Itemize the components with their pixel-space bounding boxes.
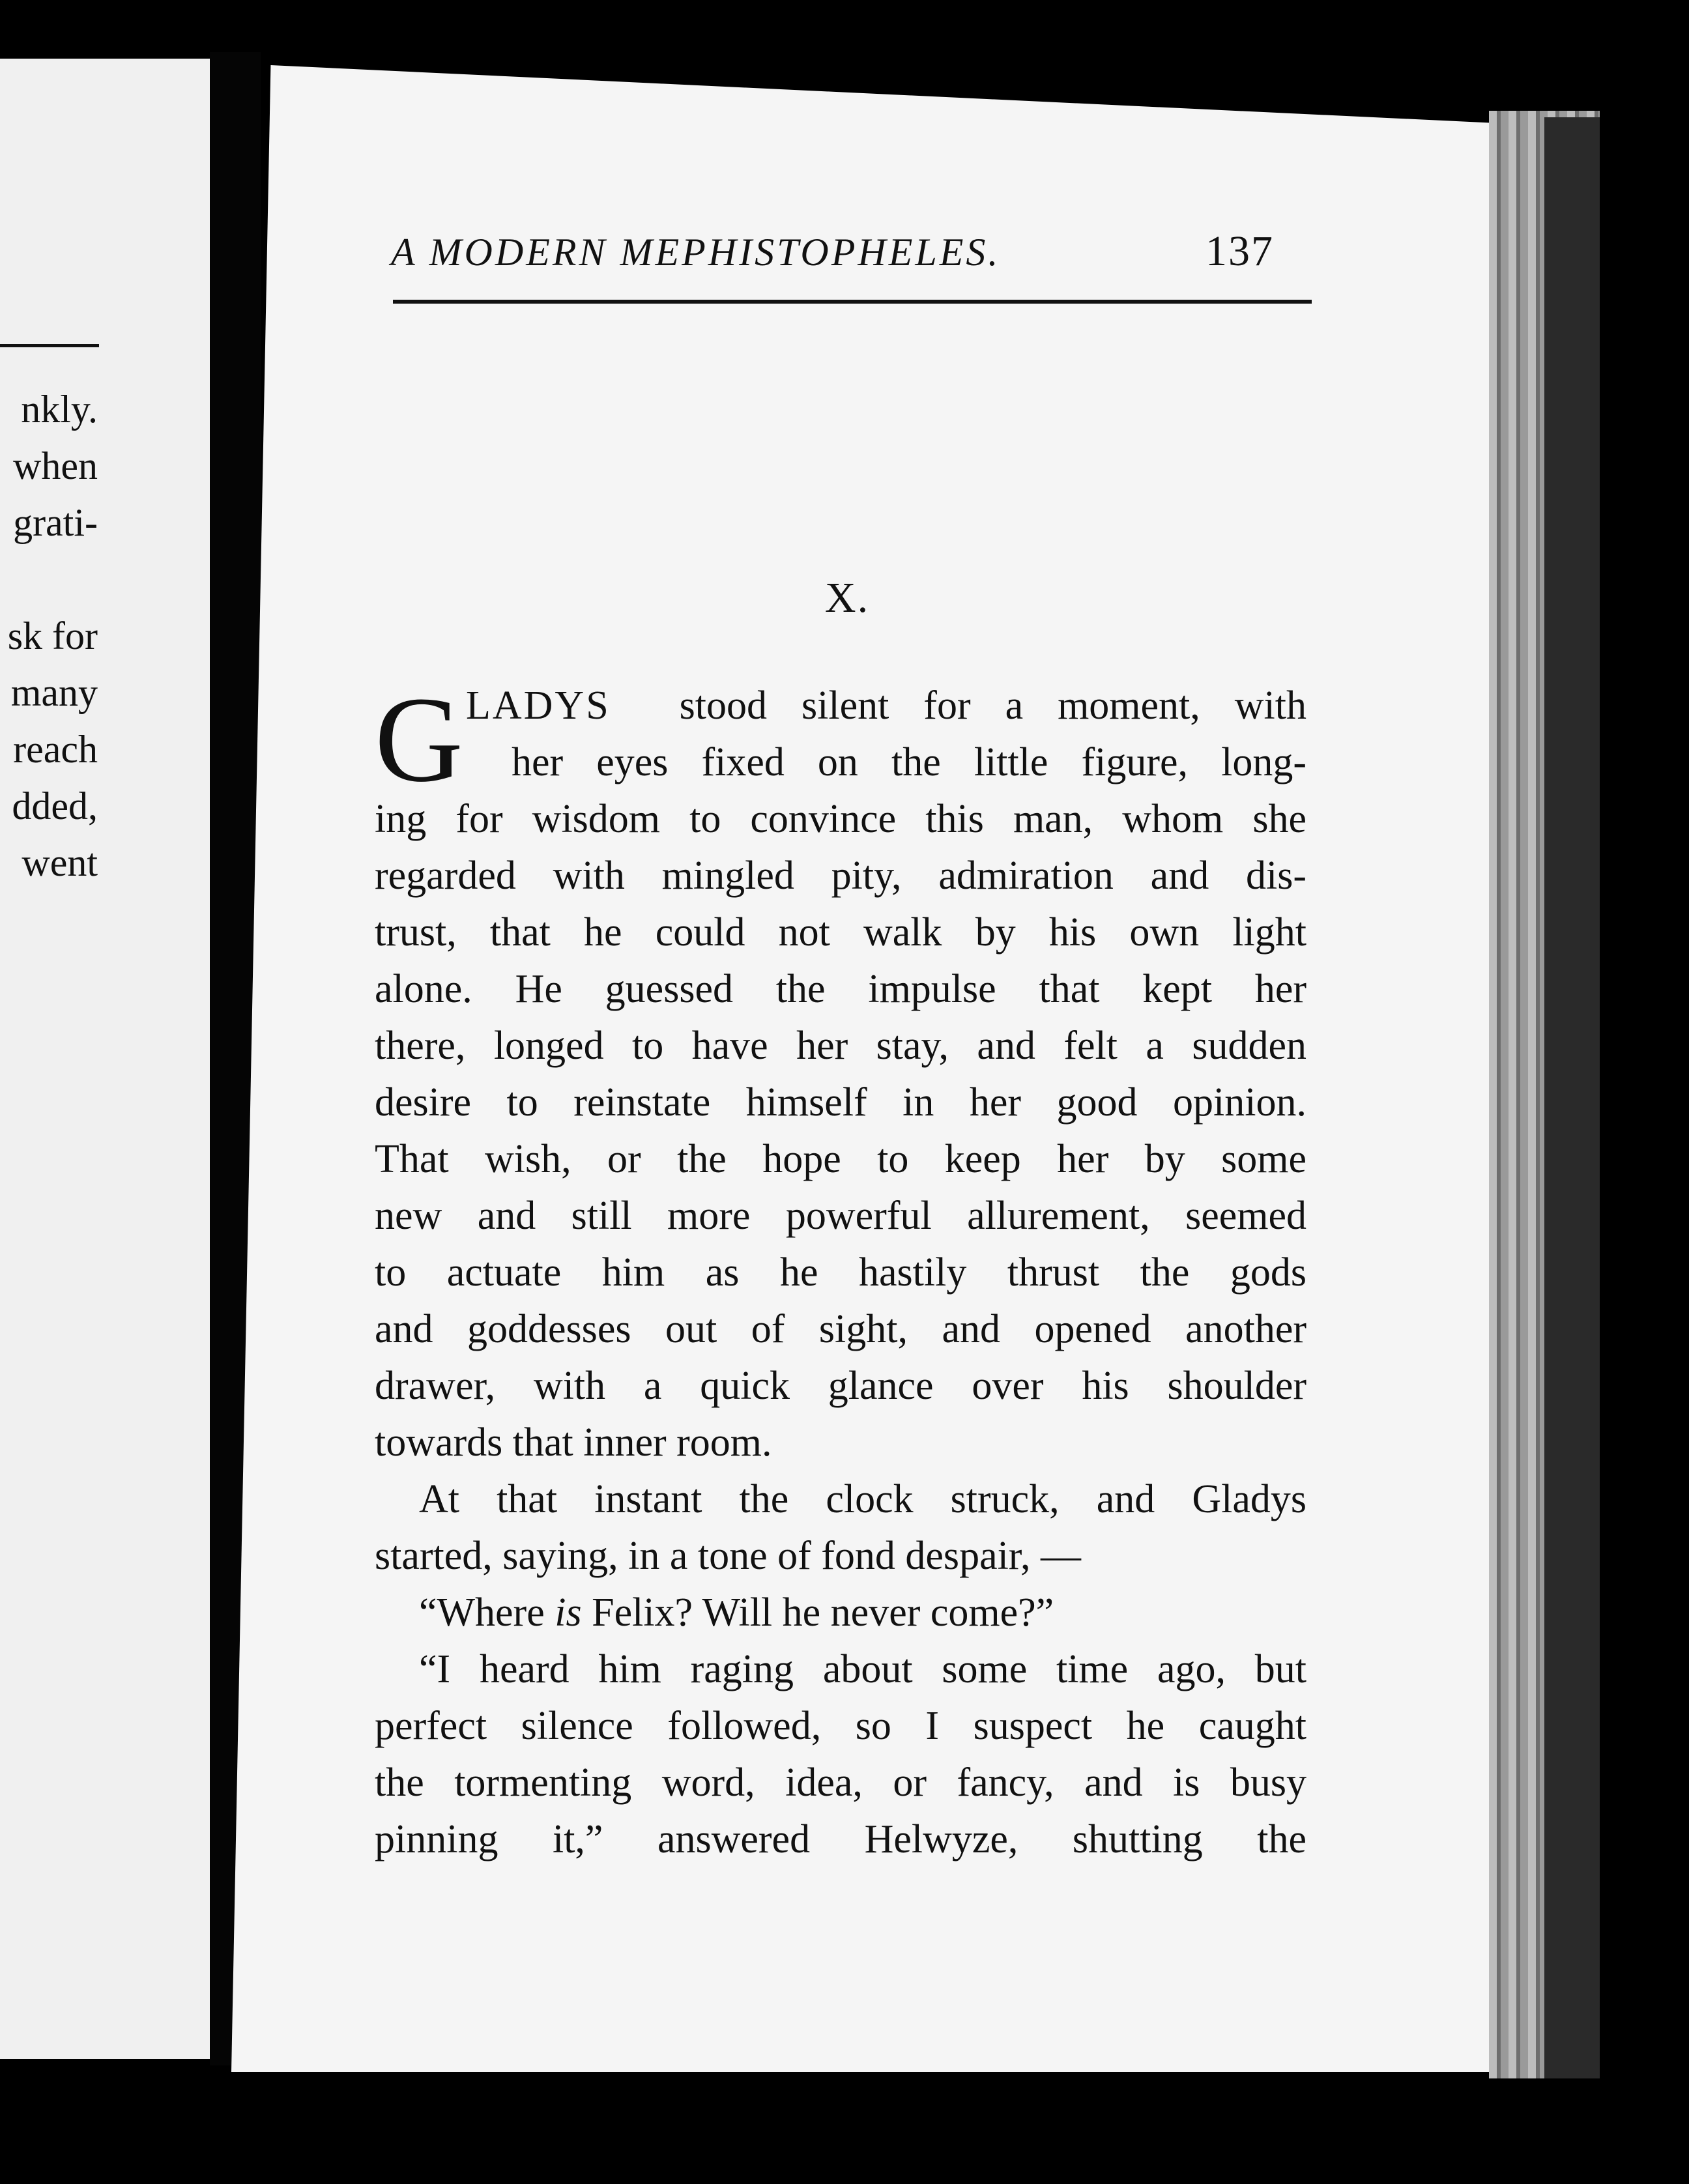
running-head-title: A MODERN MEPHISTOPHELES. — [391, 231, 1001, 274]
left-page-text — [0, 381, 98, 891]
drop-cap: G — [375, 671, 463, 807]
header-rule — [393, 300, 1312, 304]
text-line: alone. He guessed the impulse that kept her — [375, 967, 1306, 1011]
text-line — [375, 678, 1306, 734]
left-line: dded, — [12, 784, 98, 827]
quote-emphasis: is — [555, 1590, 582, 1635]
text-line: the tormenting word, idea, or fancy, and is busy — [375, 1760, 1306, 1805]
first-word: LADYS — [466, 683, 611, 728]
running-head — [391, 227, 1316, 276]
text-line: regarded with mingled pity, admiration and dis- — [375, 854, 1306, 898]
quote-line — [375, 1585, 1306, 1641]
text-line: perfect silence followed, so I suspect he caught — [375, 1704, 1306, 1748]
left-line: grati- — [13, 501, 98, 544]
text-line: ing for wisdom to convince this man, whom she — [375, 797, 1306, 841]
left-page — [0, 59, 210, 2059]
page-number: 137 — [1205, 227, 1274, 275]
quote-after: Felix? Will he never come?” — [581, 1590, 1054, 1635]
text-line: pinning it,” answered Helwyze, shutting the — [375, 1817, 1306, 1861]
left-line: when — [13, 444, 98, 487]
text-line: her eyes fixed on the little figure, long- — [512, 740, 1306, 784]
left-page-rule — [0, 344, 99, 347]
left-line: reach — [13, 728, 98, 771]
first-line-rest: stood silent for a moment, with — [679, 683, 1306, 728]
text-line: started, saying, in a tone of fond despair, — — [375, 1534, 1081, 1578]
text-line: At that instant the clock struck, and Gladys — [419, 1477, 1306, 1521]
chapter-heading: X. — [824, 574, 870, 622]
left-line: went — [22, 841, 98, 884]
text-line: desire to reinstate himself in her good opinion. — [375, 1080, 1306, 1125]
text-line: new and still more powerful allurement, seemed — [375, 1194, 1306, 1238]
text-line: towards that inner room. — [375, 1420, 772, 1465]
quote-before: “Where — [419, 1590, 555, 1635]
left-line: nkly. — [21, 388, 98, 431]
text-line: trust, that he could not walk by his own light — [375, 910, 1306, 955]
left-line: sk for — [7, 614, 98, 657]
text-line: drawer, with a quick glance over his shoulder — [375, 1364, 1306, 1408]
text-line: “I heard him raging about some time ago, but — [419, 1647, 1306, 1691]
left-line: many — [10, 671, 98, 714]
text-line: there, longed to have her stay, and felt a sudden — [375, 1024, 1306, 1068]
body-text — [375, 671, 1306, 1868]
text-line: to actuate him as he hastily thrust the gods — [375, 1250, 1306, 1295]
text-line: and goddesses out of sight, and opened another — [375, 1307, 1306, 1351]
book-cover-edge — [1544, 117, 1600, 2078]
text-line: That wish, or the hope to keep her by some — [375, 1137, 1306, 1181]
